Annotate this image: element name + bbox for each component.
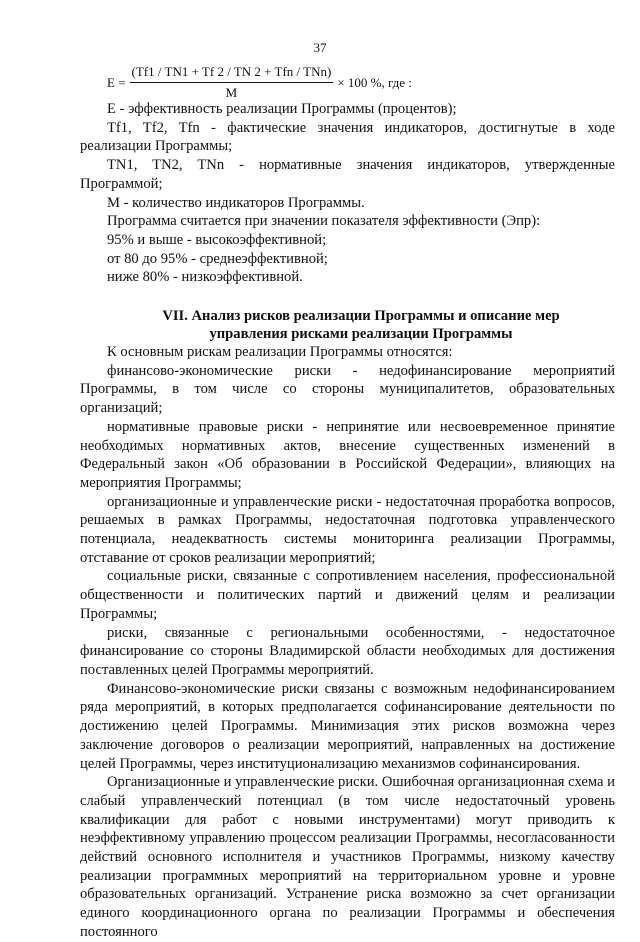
body-paragraph: организационные и управленческие риски - недостаточная проработка вопросов, решаемых в рамках Программы, недостаточная подготовка управленческого потенциала, неадекватность системы мониторинга реализации Программы, отставание от сроков реализации мероприятий;	[80, 493, 615, 566]
section-heading-line: VII. Анализ рисков реализации Программы и описание мер	[162, 308, 560, 325]
definition-line: М - количество индикаторов Программы.	[107, 194, 365, 211]
body-paragraph: нормативные правовые риски - непринятие или несвоевременное принятие необходимых нормативных актов, внесение существенных изменений в Федеральный закон «Об образовании в Российской Федерации», влияющих на мероприятия Программы;	[80, 418, 615, 491]
formula-lhs: E =	[107, 74, 126, 90]
body-paragraph: риски, связанные с региональными особенностями, - недостаточное финансирование со стороны Владимирской области необходимых для достижения поставленных целей Программы мероприятий.	[80, 624, 615, 678]
definition-line: от 80 до 95% - среднеэффективной;	[107, 250, 328, 267]
body-paragraph: К основным рискам реализации Программы относятся:	[107, 344, 453, 361]
page-number: 37	[313, 40, 327, 55]
formula-rhs: × 100 %, где :	[337, 74, 412, 90]
body-paragraph: социальные риски, связанные с сопротивлением населения, профессиональной общественности и политических партий и движений целям и реализации Программы;	[80, 568, 615, 622]
definition-line: Е - эффективность реализации Программы (процентов);	[107, 101, 457, 117]
section-heading	[107, 307, 615, 343]
efficiency-formula	[107, 64, 412, 101]
formula-fraction	[130, 64, 334, 101]
body-paragraph: Финансово-экономические риски связаны с возможным недофинансированием ряда мероприятий, в которых предполагается софинансирование деятельности по достижению целей Программы. Минимизация этих рисков возможна через заключение договоров о реализации мероприятий, направленных на достижение целей Программы, через институционализацию механизмов софинансирования.	[80, 680, 615, 772]
formula-numerator: (Tf1 / TN1 + Tf 2 / TN 2 + Tfn / TNn)	[130, 64, 334, 83]
definition-line: 95% и выше - высокоэффективной;	[107, 231, 327, 248]
body-paragraph: Организационные и управленческие риски. Ошибочная организационная схема и слабый управленческий потенциал (в том числе недостаточный уровень квалификации для работ с новыми инструментами) могут приводить к неэффективному управлению процессом реализации Программы, несогласованности действий основного исполнителя и участников Программы, низкому качеству реализации программных мероприятий на территориальном уровне и уровне образовательных организаций. Устранение риска возможно за счет организации единого координационного органа по реализации Программы и обеспечения постоянного	[80, 774, 615, 940]
definition-line: Tf1, Tf2, Tfn - фактические значения индикаторов, достигнутые в ходе реализации Программы;	[80, 119, 615, 155]
formula-denominator: M	[225, 85, 238, 100]
document-body	[80, 100, 615, 942]
body-paragraph: финансово-экономические риски - недофинансирование мероприятий Программы, в том числе со стороны муниципалитетов, образовательных организаций;	[80, 362, 615, 417]
section-heading-line: управления рисками реализации Программы	[209, 326, 513, 343]
definition-line: ниже 80% - низкоэффективной.	[107, 269, 303, 286]
definition-line: Программа считается при значении показателя эффективности (Эпр):	[107, 213, 541, 230]
definition-line: TN1, TN2, TNn - нормативные значения индикаторов, утвержденные Программой;	[80, 157, 615, 192]
